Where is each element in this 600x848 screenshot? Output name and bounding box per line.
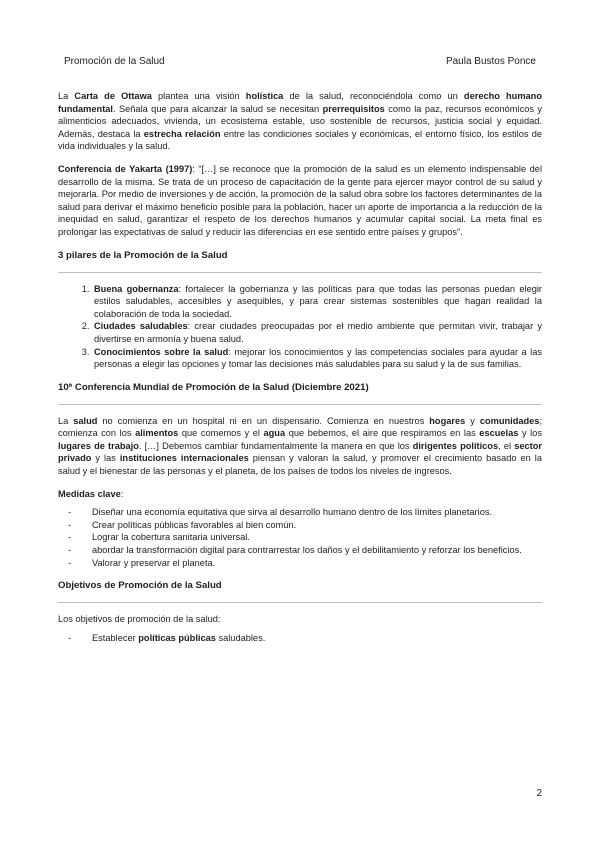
- section-divider: [58, 602, 542, 603]
- header-author: Paula Bustos Ponce: [445, 56, 536, 67]
- page-header: [64, 56, 536, 70]
- list-item: - Valorar y preservar el planeta.: [68, 557, 216, 568]
- list-item: 2. Ciudades saludables: crear ciudades preocupadas por el medio ambiente que permitan vivir, trabajar y divertirse en armonía y buena salud.: [92, 320, 542, 345]
- ottawa-paragraph: La Carta de Ottawa plantea una visión holística de la salud, reconociéndola como un derecho humano fundamental. Señala que para alcanzar la salud se necesitan prerrequisitos como la paz, recursos económicos y alimenticios adecuados, vivienda, un ecosistema estable, uso sostenible de recursos, justicia social y equidad. Además, destaca la estrecha relación entre las condiciones sociales y económicas, el entorno físico, los estilos de vida individuales y la salud.: [58, 91, 542, 152]
- section-divider: [58, 272, 542, 273]
- objetivos-list: [58, 632, 542, 645]
- medidas-list: [58, 506, 542, 569]
- yakarta-paragraph: Conferencia de Yakarta (1997): “[…] se reconoce que la promoción de la salud es un elemento indispensable del desarrollo de la misma. Se trata de un proceso de capacitación de la gente para ejercer mayor control de su salud y mejorarla. Por medio de inversiones y de acción, la promoción de la salud obra sobre los factores determinantes de la salud para derivar el máximo beneficio posible para la población, hacer un aporte de importancia a la reducción de la inequidad en salud, garantizar el respeto de los derechos humanos y acumular capital social. La meta final es prolongar las expectativas de salud y reducir las diferencias en ese sentido entre países y grupos”.: [58, 163, 542, 237]
- pilares-heading: 3 pilares de la Promoción de la Salud: [58, 249, 228, 261]
- page-content: [58, 90, 542, 644]
- medidas-title: Medidas clave:: [58, 488, 124, 499]
- list-item: 1. Buena gobernanza: fortalecer la gobernanza y las políticas para que todas las personas puedan elegir estilos saludables, accesibles y asequibles, y para crear sistemas sostenibles que hagan realidad la colaboración de toda la sociedad.: [92, 283, 542, 321]
- list-item: - Establecer políticas públicas saludables.: [68, 632, 266, 643]
- list-item: - abordar la transformación digital para contrarrestar los daños y el debilitamiento y reforzar los beneficios.: [68, 545, 522, 556]
- section-divider: [58, 404, 542, 405]
- list-item: - Crear políticas públicas favorables al bien común.: [68, 519, 297, 530]
- list-item: - Lograr la cobertura sanitaria universal.: [68, 532, 250, 543]
- objetivos-heading: Objetivos de Promoción de la Salud: [58, 580, 222, 592]
- conferencia-paragraph: La salud no comienza en un hospital ni en un dispensario. Comienza en nuestros hogares y comunidades; comienza con los alimentos que comemos y el agua que bebemos, el aire que respiramos en las escuelas y los lugares de trabajo. […] Debemos cambiar fundamentalmente la manera en que los dirigentes políticos, el sector privado y las instituciones internacionales piensan y valoran la salud, y promover el crecimiento basado en la salud y el bienestar de las personas y el planeta, de los países de todos los niveles de ingresos.: [58, 415, 543, 477]
- list-item: 3. Conocimientos sobre la salud: mejorar los conocimientos y las competencias sociales para ayudar a las personas a elegir las opciones y tomar las decisiones más saludables para su salud y la de sus familias.: [92, 346, 542, 371]
- page-number: 2: [536, 788, 542, 799]
- list-item: - Diseñar una economía equitativa que sirva al desarrollo humano dentro de los límites planetarios.: [68, 507, 493, 518]
- pilares-list: [58, 283, 542, 371]
- header-title: Promoción de la Salud: [64, 56, 165, 67]
- conferencia-heading: 10ª Conferencia Mundial de Promoción de la Salud (Diciembre 2021): [58, 381, 369, 393]
- objetivos-intro: Los objetivos de promoción de la salud:: [58, 614, 221, 625]
